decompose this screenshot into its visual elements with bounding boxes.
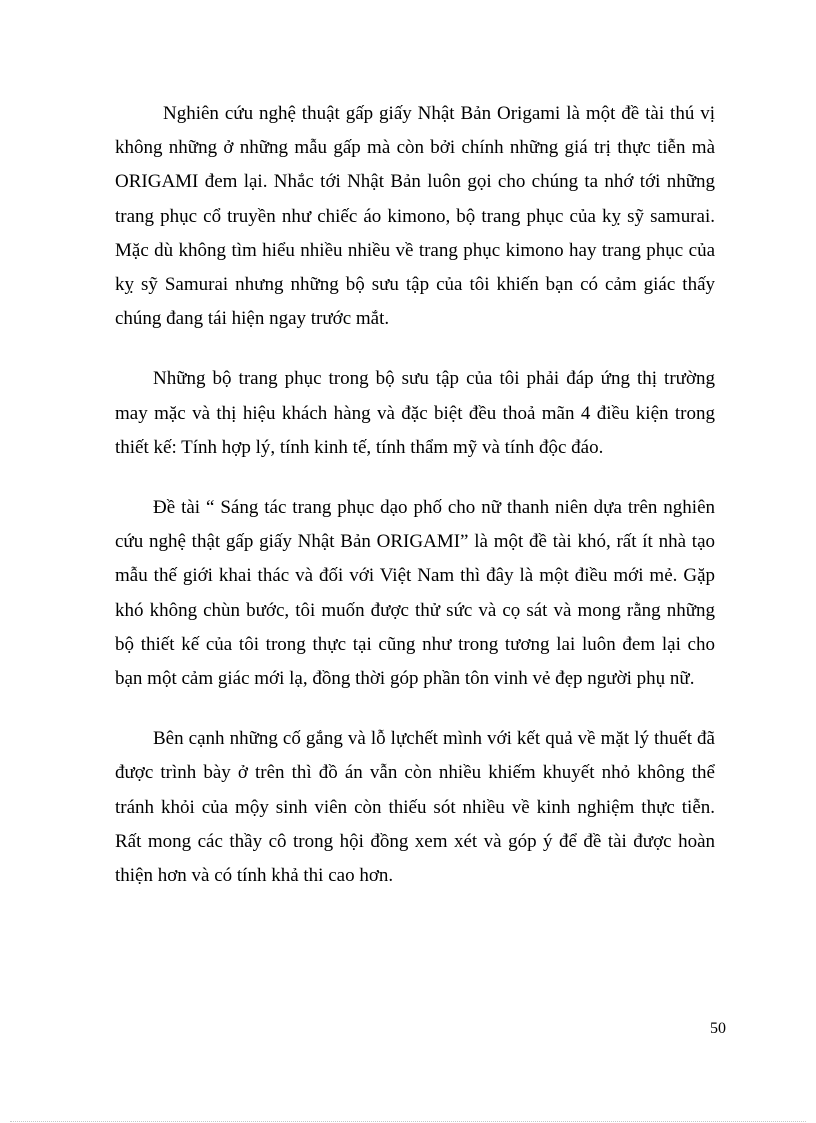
body-text [115,97,715,919]
paragraph-topic-difficulty: Đề tài “ Sáng tác trang phục dạo phố cho nữ thanh niên dựa trên nghiên cứu nghệ thật gấp giấy Nhật Bản ORIGAMI” là một đề tài khó, rất ít nhà tạo mẫu thế giới khai thác và đối với Việt Nam thì đây là một điều mới mẻ. Gặp khó không chùn bước, tôi muốn được thử sức và cọ sát và mong rằng những bộ thiết kế của tôi trong thực tại cũng như trong tương lai luôn đem lại cho bạn một cảm giác mới lạ, đồng thời góp phần tôn vinh vẻ đẹp người phụ nữ. [115,497,715,690]
paragraph-origami-intro: Nghiên cứu nghệ thuật gấp giấy Nhật Bản Origami là một đề tài thú vị không những ở những mẫu gấp mà còn bởi chính những giá trị thực tiễn mà ORIGAMI đem lại. Nhắc tới Nhật Bản luôn gọi cho chúng ta nhớ tới những trang phục cổ truyền như chiếc áo kimono, bộ trang phục của kỵ sỹ samurai. Mặc dù không tìm hiểu nhiều nhiều về trang phục kimono hay trang phục của kỵ sỹ Samurai nhưng những bộ sưu tập của tôi khiến bạn có cảm giác thấy chúng đang tái hiện ngay trước mắt. [115,103,715,330]
paragraph-conclusion: Bên cạnh những cố gắng và lỗ lựchết mình với kết quả về mặt lý thuết đã được trình bày ở trên thì đồ án vẫn còn nhiều khiếm khuyết nhỏ không thể tránh khỏi của mộy sinh viên còn thiếu sót nhiều về kinh nghiệm thực tiễn. Rất mong các thầy cô trong hội đồng xem xét và góp ý để đề tài được hoàn thiện hơn và có tính khả thi cao hơn. [115,728,715,887]
page-number: 50 [710,1020,726,1037]
page-bottom-divider [10,1121,806,1122]
paragraph-design-requirements: Những bộ trang phục trong bộ sưu tập của tôi phải đáp ứng thị trường may mặc và thị hiệu khách hàng và đặc biệt đều thoả mãn 4 điều kiện trong thiết kế: Tính hợp lý, tính kinh tế, tính thẩm mỹ và tính độc đáo. [115,368,715,458]
